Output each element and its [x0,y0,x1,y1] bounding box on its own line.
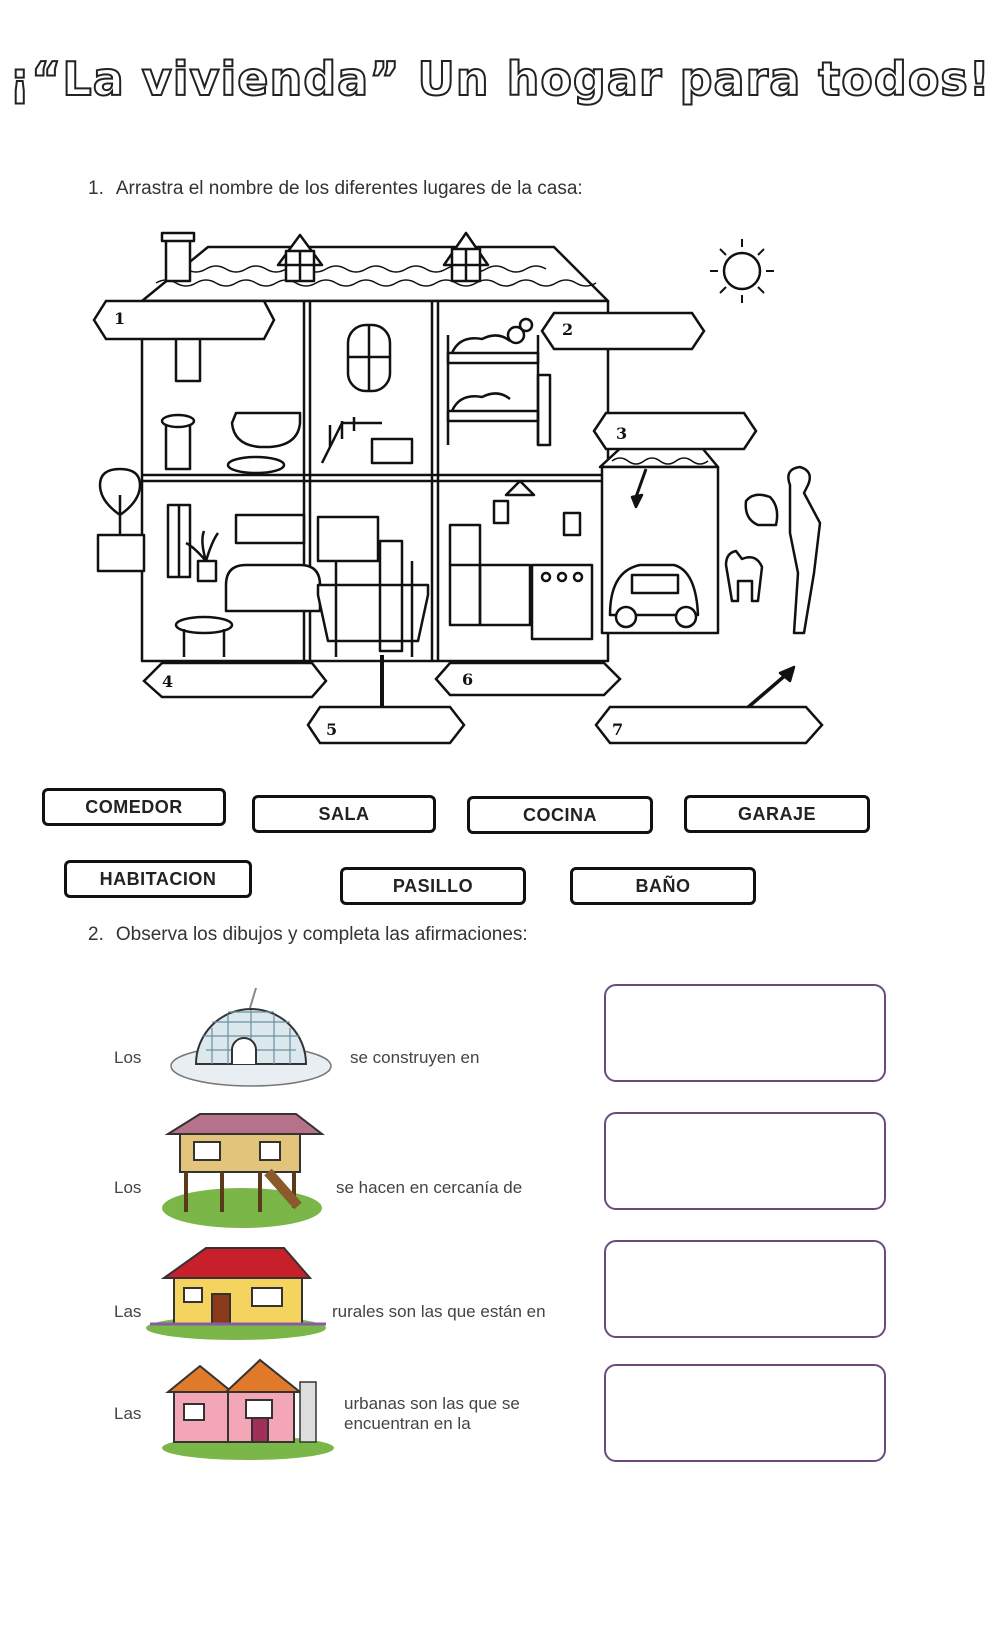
drop-slot-5[interactable] [308,707,464,743]
statement-1: Los se construyen en [86,980,586,1100]
sun-icon [710,239,774,303]
svg-text:7: 7 [612,720,624,739]
word-tile-pasillo[interactable]: PASILLO [340,867,526,905]
word-tile-sala[interactable]: SALA [252,795,436,833]
question-2: 2. Observa los dibujos y completa las afirmaciones: [88,924,528,945]
svg-text:3: 3 [616,424,628,443]
answer-box-3[interactable] [604,1240,886,1338]
statement-4: Las urbanas son las que se encuentran en la [86,1352,586,1472]
word-tile-bano[interactable]: BAÑO [570,867,756,905]
drop-slot-7[interactable] [596,707,822,743]
drop-slot-6[interactable] [436,663,620,695]
answer-box-1[interactable] [604,984,886,1082]
stilt-house-icon [160,1108,326,1230]
word-tile-cocina[interactable]: COCINA [467,796,653,834]
word-tile-comedor[interactable]: COMEDOR [42,788,226,826]
question-1: 1. Arrastra el nombre de los diferentes lugares de la casa: [88,178,583,199]
answer-box-2[interactable] [604,1112,886,1210]
roof [142,247,608,301]
igloo-icon [166,980,336,1092]
house-illustration [86,225,856,755]
drop-slot-1[interactable] [94,301,274,339]
word-tile-garaje[interactable]: GARAJE [684,795,870,833]
rural-house-icon [144,1238,330,1342]
svg-text:5: 5 [326,720,338,739]
drop-slot-2[interactable] [542,313,704,349]
urban-house-icon [160,1352,336,1464]
answer-box-4[interactable] [604,1364,886,1462]
word-tile-habitacion[interactable]: HABITACION [64,860,252,898]
svg-text:1: 1 [114,309,126,328]
svg-text:2: 2 [562,320,574,339]
svg-text:4: 4 [162,672,174,691]
statement-2: Los se hacen en cercanía de [86,1108,586,1228]
drop-slot-3[interactable] [594,413,756,449]
statement-3: Las rurales son las que están en [86,1238,586,1358]
page-title: ¡“La vivienda” Un hogar para todos! [9,52,991,106]
svg-text:6: 6 [462,670,474,689]
drop-slot-4[interactable] [144,663,326,697]
